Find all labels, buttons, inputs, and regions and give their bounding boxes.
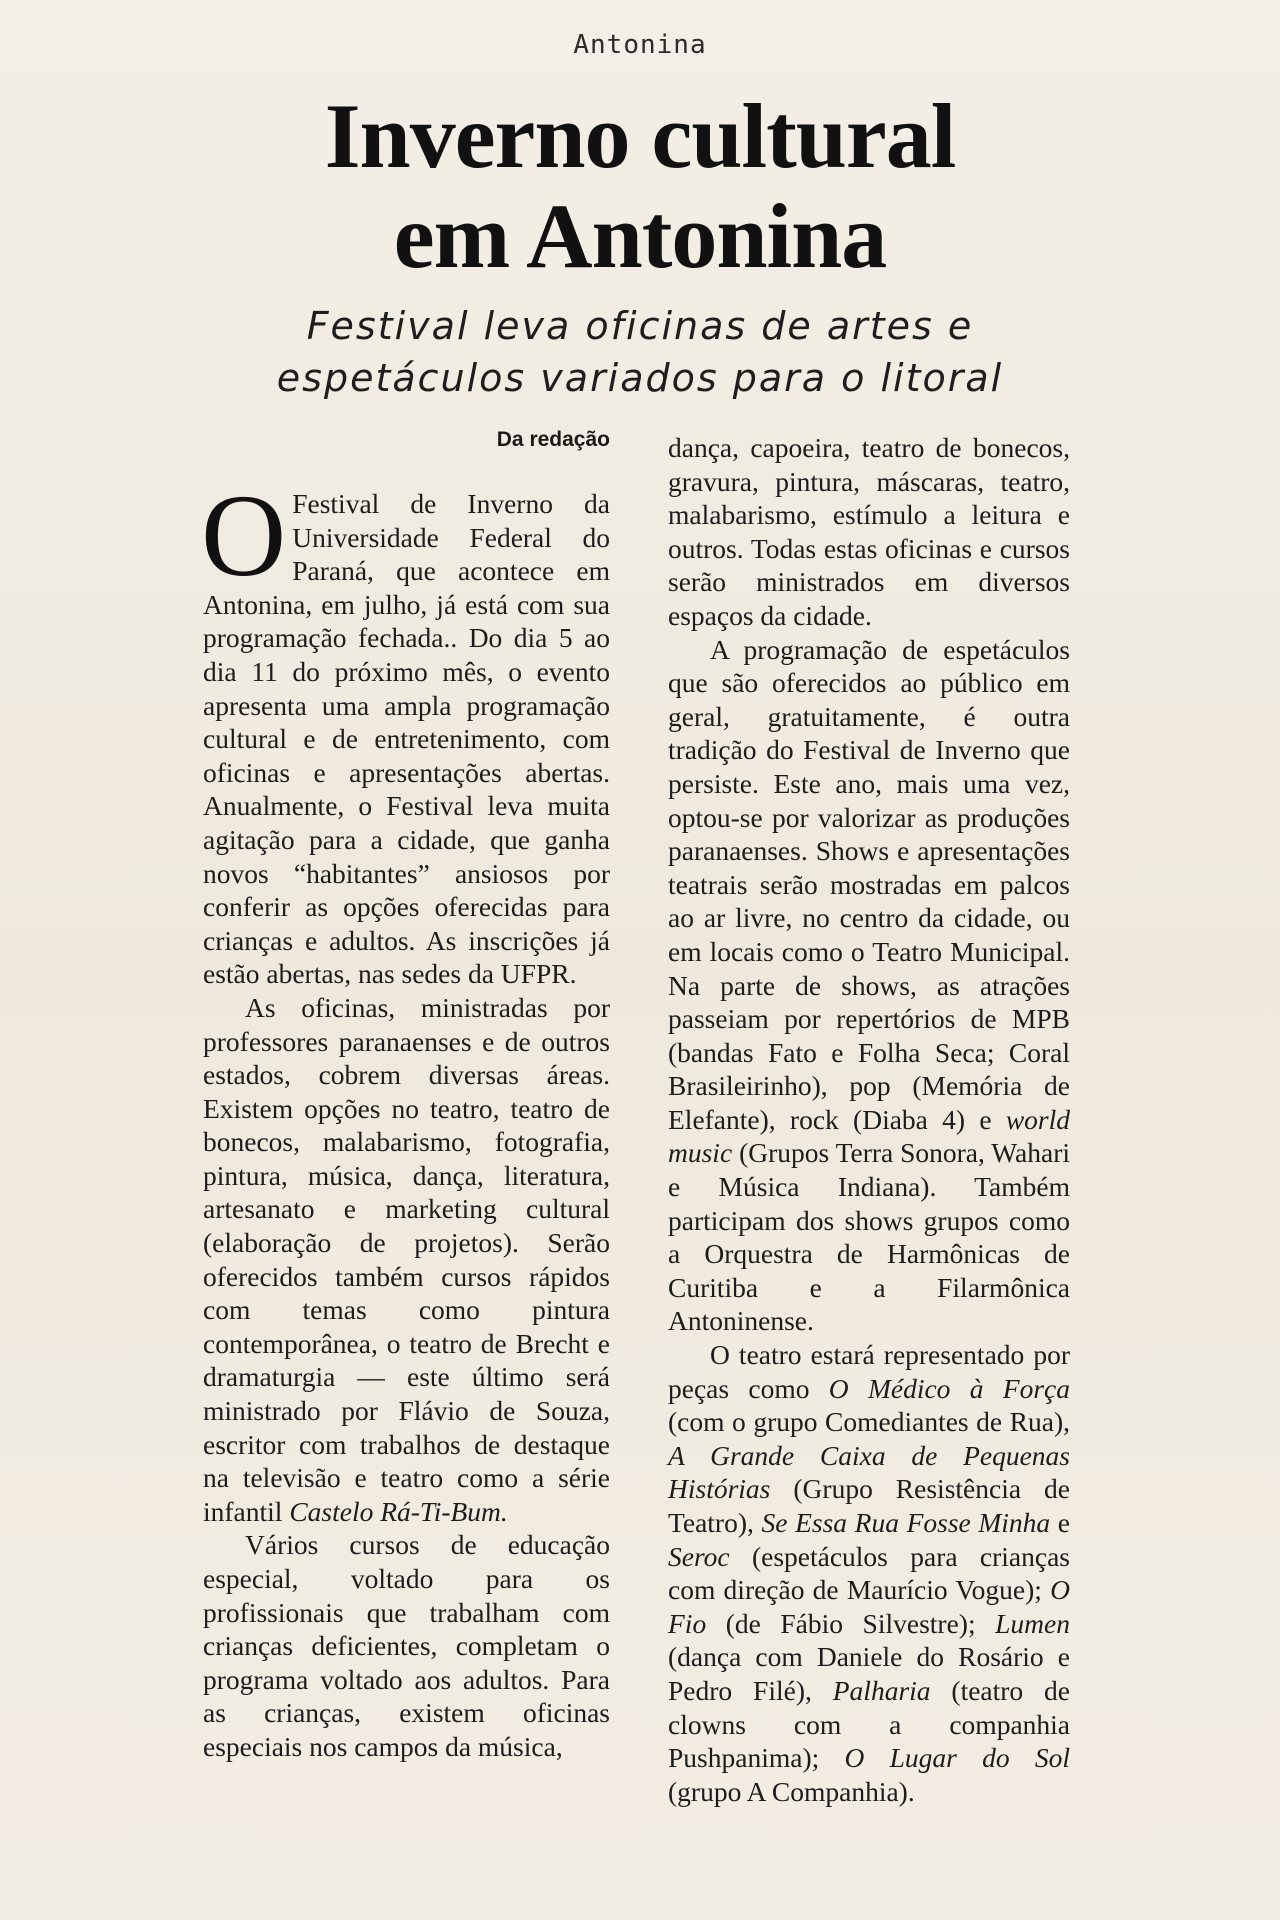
paragraph-special-education (203, 1528, 610, 1763)
paragraph-workshops-text: As oficinas, ministradas por professores paranaenses e de outros estados, cobrem diversas áreas. Existem opções no teatro, teatro de bonecos, malabarismo, fotografia, pintura, música, dança, literatura, artesanato e marketing cultural (elaboração de projetos). Serão oferecidos também cursos rápidos com temas como pintura contemporânea, o teatro de Brecht e dramaturgia — este último será ministrado por Flávio de Souza, escritor com trabalhos de destaque na televisão e teatro como a série infantil (203, 991, 610, 1527)
theatre-text-f: (de Fábio Silvestre); (725, 1607, 976, 1639)
paragraph-shows (668, 633, 1070, 1338)
theatre-text-c: (Grupo Resistência de Teatro), (668, 1473, 1071, 1538)
headline (160, 86, 1120, 286)
paragraph-theatre (668, 1338, 1070, 1808)
series-title: Castelo Rá-Ti-Bum. (289, 1495, 508, 1527)
theatre-text-h: (teatro de clowns com a companhia Pushpanima); (668, 1674, 1071, 1774)
article-column-right (668, 431, 1070, 1808)
theatre-text-e: (espetáculos para crianças com direção de Maurício Vogue); (668, 1540, 1071, 1606)
paragraph-workshops (203, 991, 610, 1529)
play-title: A Grande Caixa de Pequenas Histórias (668, 1439, 1070, 1505)
paragraph-special-education-text: Vários cursos de educação especial, voltado para os profissionais que trabalham com crianças deficientes, completam o programa voltado aos adultos. Para as crianças, existem oficinas especiais nos campos da música, (203, 1529, 610, 1762)
play-title: O Médico à Força (828, 1372, 1071, 1404)
subtitle-line-2: espetáculos variados para o litoral (276, 356, 1004, 400)
headline-line-2: em Antonina (393, 185, 887, 287)
paragraph-shows-text-b: (Grupos Terra Sonora, Wahari e Música Indiana). Também participam dos shows grupos como a Orquestra de Harmônicas de Curitiba e a Filarmônica Antoninense. (668, 1137, 1071, 1337)
drop-cap: O (201, 470, 287, 601)
theatre-text-a: O teatro estará representado por peças como (668, 1339, 1070, 1404)
play-title: Palharia (832, 1674, 931, 1706)
paragraph-continuation (668, 431, 1070, 633)
play-title: O Fio (668, 1574, 1071, 1639)
theatre-text-d: e (1057, 1507, 1070, 1538)
headline-line-1: Inverno cultural (324, 85, 956, 187)
article-column-left (201, 470, 610, 1764)
paragraph-intro (201, 470, 610, 991)
play-title: Seroc (668, 1540, 730, 1572)
subtitle-line-1: Festival leva oficinas de artes e (306, 304, 974, 348)
theatre-text-i: (grupo A Companhia). (668, 1775, 915, 1807)
paragraph-intro-text: Festival de Inverno da Universidade Federal do Paraná, que acontece em Antonina, em julho, já está com sua programação fechada.. Do dia 5 ao dia 11 do próximo mês, o evento apresenta uma ampla programação cultural e de entretenimento, com oficinas e apresentações abertas. Anualmente, o Festival leva muita agitação para a cidade, que ganha novos “habitantes” ansiosos por conferir as opções oferecidas para crianças e adultos. As inscrições já estão abertas, nas sedes da UFPR. (203, 488, 610, 990)
theatre-text-g: (dança com Daniele do Rosário e Pedro Filé), (668, 1641, 1070, 1706)
play-title: Se Essa Rua Fosse Minha (761, 1507, 1051, 1538)
genre-world-music: world music (668, 1103, 1071, 1169)
paragraph-shows-text-a: A programação de espetáculos que são oferecidos ao público em geral, gratuitamente, é outra tradição do Festival de Inverno que persiste. Este ano, mais uma vez, optou-se por valorizar as produções paranaenses. Shows e apresentações teatrais serão mostradas em palcos ao ar livre, no centro da cidade, ou em locais como o Teatro Municipal. Na parte de shows, as atrações passeiam por repertórios de MPB (bandas Fato e Folha Seca; Coral Brasileirinho), pop (Memória de Elefante), rock (Diaba 4) e (668, 633, 1070, 1135)
subtitle (200, 300, 1080, 404)
theatre-text-b: (com o grupo Comediantes de Rua), (668, 1406, 1070, 1438)
play-title: O Lugar do Sol (844, 1742, 1070, 1774)
paragraph-continuation-text: dança, capoeira, teatro de bonecos, gravura, pintura, máscaras, teatro, malabarismo, estímulo a leitura e outros. Todas estas oficinas e cursos serão ministrados em diversos espaços da cidade. (668, 432, 1070, 631)
play-title: Lumen (995, 1607, 1070, 1639)
byline: Da redação (496, 428, 610, 451)
section-label: Antonina (573, 30, 707, 60)
